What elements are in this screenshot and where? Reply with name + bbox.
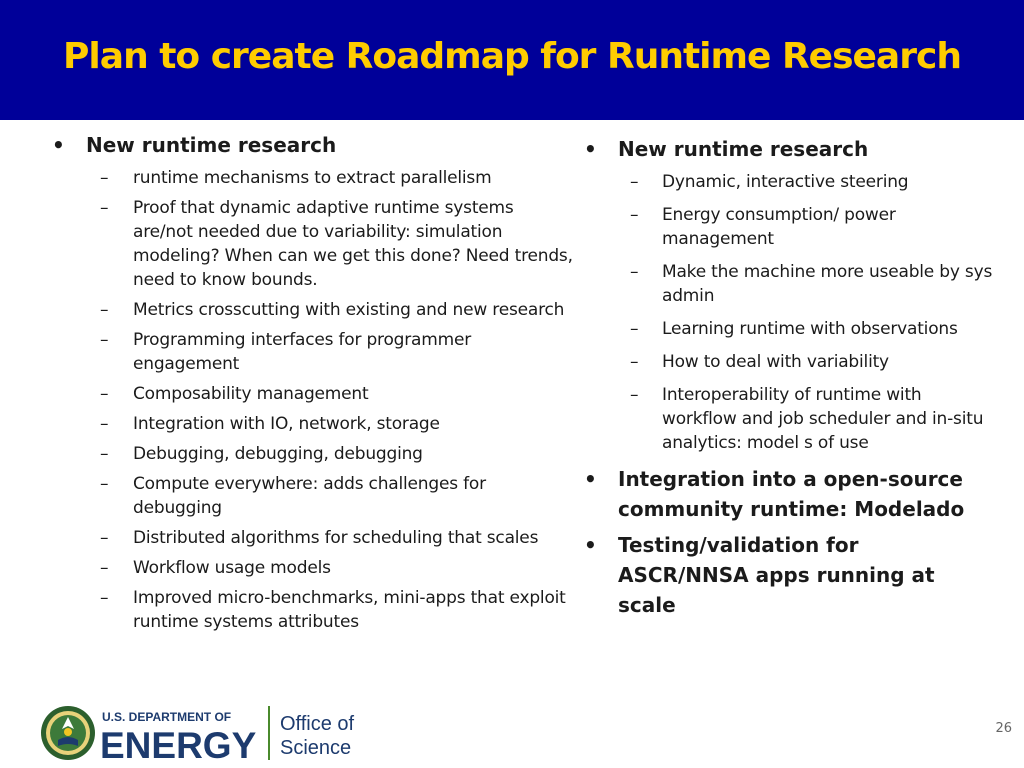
dash-icon: – [630, 385, 639, 405]
right-bullet-new-runtime-research [576, 134, 996, 164]
list-item: – Proof that dynamic adaptive runtime systems are/not needed due to variability: simulation modeling? When can we get this done? Need trends, need to know bounds. [100, 198, 573, 290]
right-sub-list [576, 170, 996, 455]
dash-icon: – [100, 414, 109, 434]
dash-icon: – [100, 300, 109, 320]
list-item: – Debugging, debugging, debugging [100, 444, 423, 464]
list-item: – Metrics crosscutting with existing and new research [100, 300, 565, 320]
dash-icon: – [100, 588, 109, 608]
bullet-text: New runtime research [86, 133, 337, 157]
logo-office-line1: Office of [280, 713, 355, 735]
right-column [576, 134, 996, 626]
bullet-icon: • [584, 533, 597, 557]
dash-icon: – [100, 198, 109, 218]
list-item: – Learning runtime with observations [630, 319, 958, 339]
dash-icon: – [100, 558, 109, 578]
bullet-icon: • [52, 133, 65, 157]
left-sub-list [44, 166, 576, 634]
list-item: – Compute everywhere: adds challenges for debugging [100, 474, 486, 518]
dash-icon: – [100, 168, 109, 188]
page-number: 26 [995, 721, 1012, 736]
dash-icon: – [630, 262, 639, 282]
doe-seal-icon [41, 706, 95, 760]
list-item: – Workflow usage models [100, 558, 331, 578]
bullet-text: Testing/validation for ASCR/NNSA apps running at scale [618, 533, 935, 617]
dash-icon: – [630, 205, 639, 225]
bullet-icon: • [584, 467, 597, 491]
list-item: – Improved micro-benchmarks, mini-apps that exploit runtime systems attributes [100, 588, 566, 632]
left-bullet-new-runtime-research [44, 130, 576, 160]
logo-office-line2: Science [280, 737, 352, 759]
doe-office-of-science-logo [40, 702, 380, 764]
right-bullet-testing [576, 530, 996, 620]
logo-dept-text: U.S. DEPARTMENT OF [102, 710, 232, 724]
logo-divider [268, 706, 270, 760]
list-item: – Composability management [100, 384, 369, 404]
dash-icon: – [630, 352, 639, 372]
dash-icon: – [100, 528, 109, 548]
bullet-text: Integration into a open-source community runtime: Modelado [618, 467, 965, 521]
list-item: – runtime mechanisms to extract parallelism [100, 168, 492, 188]
bullet-text: New runtime research [618, 137, 869, 161]
list-item: – How to deal with variability [630, 352, 889, 372]
right-bullet-integration [576, 464, 996, 524]
dash-icon: – [100, 474, 109, 494]
list-item: – Interoperability of runtime with workflow and job scheduler and in-situ analytics: model s of use [630, 385, 984, 453]
left-column [44, 130, 576, 640]
logo-graphic [40, 702, 380, 764]
dash-icon: – [100, 384, 109, 404]
list-item: – Make the machine more useable by sys admin [630, 262, 993, 306]
list-item: – Programming interfaces for programmer engagement [100, 330, 472, 374]
slide-title: Plan to create Roadmap for Runtime Research [63, 36, 961, 77]
dash-icon: – [100, 330, 109, 350]
list-item: – Dynamic, interactive steering [630, 172, 909, 192]
dash-icon: – [630, 172, 639, 192]
dash-icon: – [630, 319, 639, 339]
list-item: – Integration with IO, network, storage [100, 414, 440, 434]
list-item: – Distributed algorithms for scheduling that scales [100, 528, 539, 548]
dash-icon: – [100, 444, 109, 464]
list-item: – Energy consumption/ power management [630, 205, 896, 249]
logo-energy-text: ENERGY [100, 725, 257, 764]
bullet-icon: • [584, 137, 597, 161]
